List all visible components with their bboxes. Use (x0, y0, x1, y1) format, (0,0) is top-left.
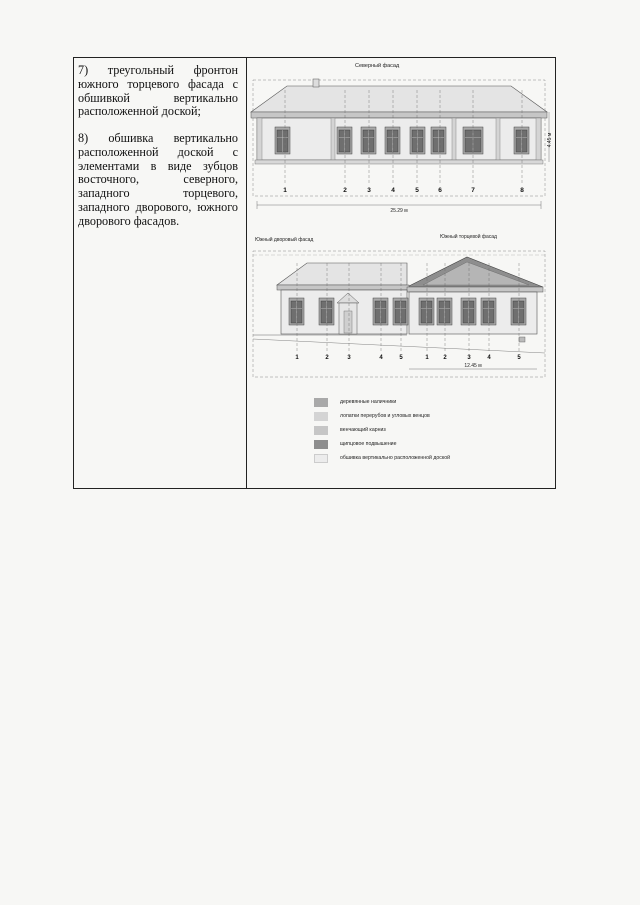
item-7-text: 7) треугольный фронтон южного торцевого фасада с обшивкой вертикально расположенной доской; (78, 63, 238, 119)
drawings-column (247, 58, 555, 488)
legend-label: лопатки перерубов и угловых венцов (340, 413, 430, 419)
axis-marker: 2 (325, 355, 329, 361)
axis-marker: 1 (295, 355, 299, 361)
legend-swatch (314, 440, 328, 449)
window (431, 127, 446, 154)
legend-swatch (314, 412, 328, 421)
axis-marker: 1 (425, 355, 429, 361)
axis-marker: 7 (471, 187, 475, 194)
window (461, 298, 476, 325)
content-table (73, 57, 556, 489)
window (393, 298, 408, 325)
axis-marker: 1 (283, 187, 287, 194)
item-8-text: 8) обшивка вертикально расположенной доской с элементами в виде зубцов восточного, северного, западного торцевого, западного дворового, южного дворового фасадов. (78, 131, 238, 228)
legend (247, 398, 555, 488)
north-facade-title: Северный фасад (355, 63, 400, 69)
axis-marker: 5 (517, 355, 521, 361)
axis-marker: 3 (467, 355, 471, 361)
axis-marker: 4 (487, 355, 491, 361)
window (511, 298, 526, 325)
legend-label: деревянные наличники (340, 399, 397, 405)
legend-swatch (314, 398, 328, 407)
south-facades-drawing (247, 243, 555, 383)
axis-marker: 8 (520, 187, 524, 194)
window (514, 127, 529, 154)
window (437, 298, 452, 325)
axis-marker: 5 (399, 355, 403, 361)
north-facade-drawing (247, 70, 555, 220)
axis-marker: 5 (415, 187, 419, 194)
window (385, 127, 400, 154)
axis-marker: 3 (347, 355, 351, 361)
legend-label: щипцовое подвышение (340, 441, 397, 447)
window (419, 298, 434, 325)
legend-label: венчающий карниз (340, 427, 386, 433)
window (289, 298, 304, 325)
description-column (74, 58, 247, 488)
north-height-dim: 4.45 м (547, 132, 553, 148)
south-end-title: Южный торцевой фасад (440, 234, 497, 240)
north-width-dim: 25.29 м (390, 208, 408, 214)
window (410, 127, 425, 154)
axis-marker: 2 (343, 187, 347, 194)
axis-marker: 4 (391, 187, 395, 194)
axis-marker: 3 (367, 187, 371, 194)
south-width-dim: 12.45 м (464, 363, 482, 369)
window (361, 127, 376, 154)
legend-swatch (314, 454, 328, 463)
legend-label: обшивка вертикально расположенной доской (340, 455, 450, 461)
south-courtyard-title: Южный дворовый фасад (255, 237, 314, 243)
window (319, 298, 334, 325)
axis-marker: 2 (443, 355, 447, 361)
window (481, 298, 496, 325)
window (337, 127, 352, 154)
legend-swatch (314, 426, 328, 435)
window (275, 127, 290, 154)
window (373, 298, 388, 325)
axis-marker: 4 (379, 355, 383, 361)
axis-marker: 6 (438, 187, 442, 194)
